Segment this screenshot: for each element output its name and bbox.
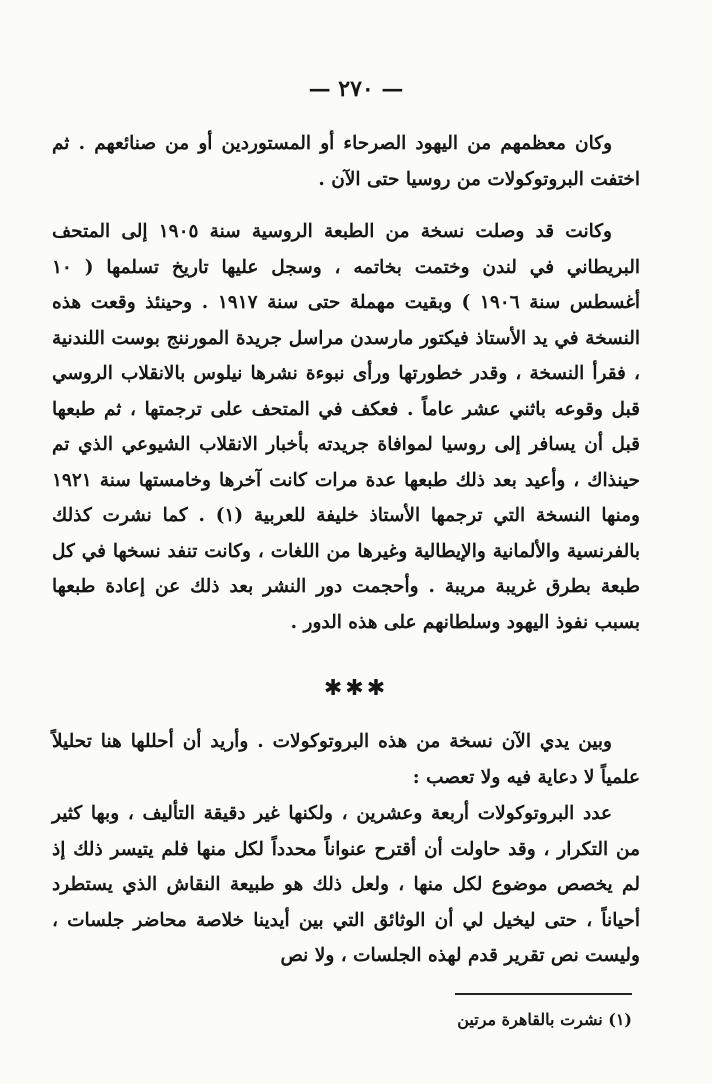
paragraph-3: [52, 724, 640, 795]
paragraph-text: عدد البروتوكولات أربعة وعشرين ، ولكنها غير دقيقة التأليف ، وبها كثير من التكرار ، وقد حاولت أن أقترح عنواناً محدداً لكل منها فلم يتيسر ذلك إذ لم يخصص موضوع لكل منها ، ولعل ذلك هو طبيعة النقاش الذي يستطرد أحياناً ، حتى ليخيل لي أن الوثائق التي بين أيدينا خلاصة محاضر جلسات ، وليست نص تقرير قدم لهذه الجلسات ، ولا نص: [52, 803, 640, 966]
footnote: (١) نشرت بالقاهرة مرتين: [457, 1010, 632, 1029]
paragraph-text: وكانت قد وصلت نسخة من الطبعة الروسية سنة ١٩٠٥ إلى المتحف البريطاني في لندن وختمت بخاتمه ، وسجل عليها تاريخ تسلمها ( ١٠ أغسطس سنة ١٩٠٦ ) وبقيت مهملة حتى سنة ١٩١٧ . وحينئذ وقعت هذه النسخة في يد الأستاذ فيكتور مارسدن مراسل جريدة المورننج بوست اللندنية ، فقرأ النسخة ، وقدر خطورتها ورأى نبوءة نشرها نيلوس بالانقلاب الروسي قبل وقوعه باثني عشر عاماً . فعكف في المتحف على ترجمتها ، ثم طبعها قبل أن يسافر إلى روسيا لموافاة جريدته بأخبار الانقلاب الشيوعي الذي تم حينذاك ، وأعيد بعد ذلك طبعها عدة مرات كانت آخرها وخامستها سنة ١٩٢١ ومنها النسخة التي ترجمها الأستاذ خليفة للعربية (١) . كما نشرت كذلك بالفرنسية والألمانية والإيطالية وغيرها من اللغات ، وكانت تنفد نسخها في كل طبعة بطرق غريبة مريبة . وأحجمت دور النشر بعد ذلك عن إعادة طبعها بسبب نفوذ اليهود وسلطانهم على هذه الدور .: [52, 221, 641, 633]
paragraph-text: وكان معظمهم من اليهود الصرحاء أو المستوردين أو من صنائعهم . ثم اختفت البروتوكولات من روسيا حتى الآن .: [52, 133, 640, 190]
paragraph-1: [52, 126, 640, 197]
page-number: — ٢٧٠ —: [308, 76, 404, 102]
paragraph-4: [52, 796, 640, 974]
section-ornament: ✱✱✱: [323, 676, 389, 701]
paragraph-text: وبين يدي الآن نسخة من هذه البروتوكولات . وأريد أن أحللها هنا تحليلاً علمياً لا دعاية فيه ولا تعصب :: [52, 731, 640, 788]
paragraph-2: [52, 214, 640, 640]
footnote-divider: [455, 993, 632, 995]
